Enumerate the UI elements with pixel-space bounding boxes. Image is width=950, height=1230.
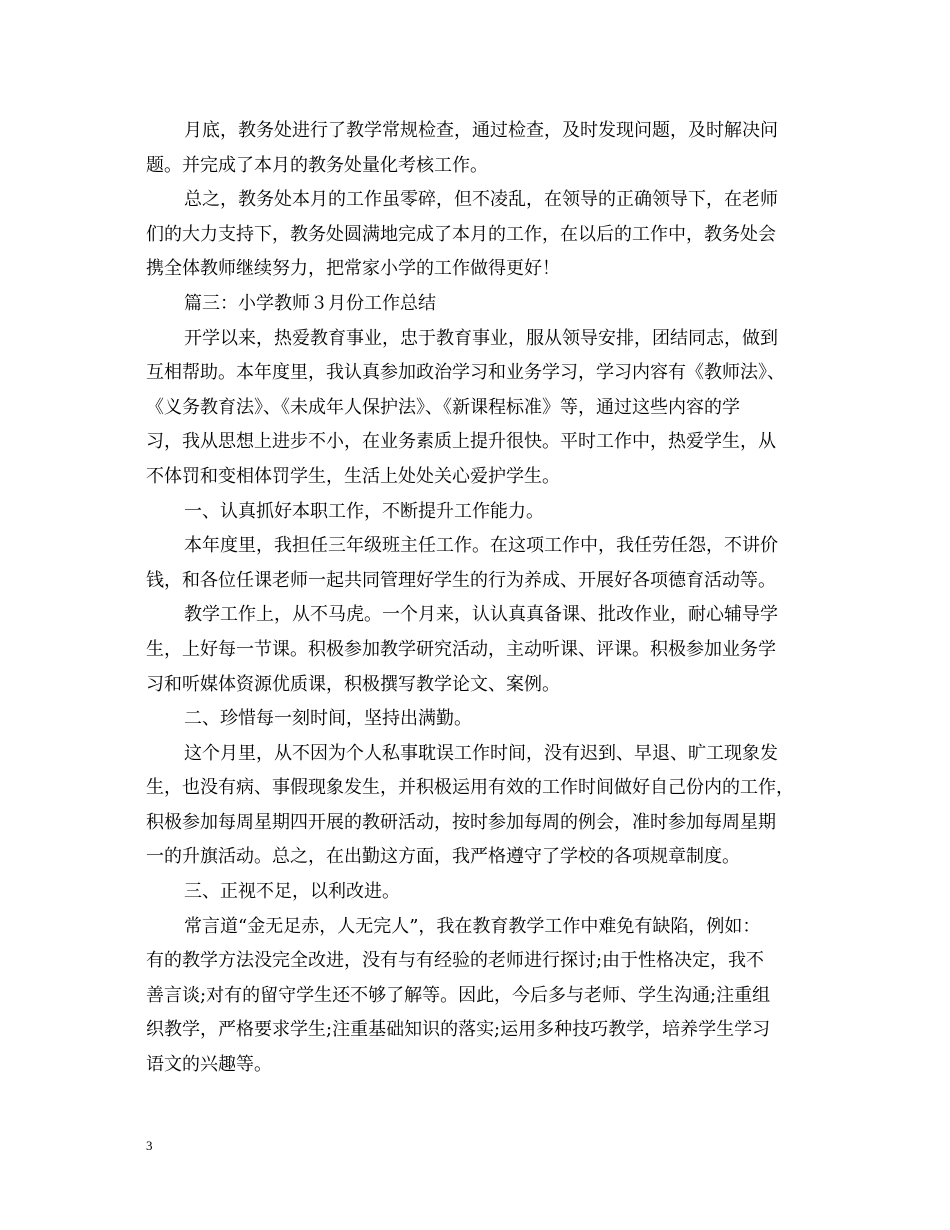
text-line: 互相帮助。本年度里，我认真参加政治学习和业务学习，学习内容有《教师法》、	[146, 362, 785, 384]
text-line: 一、认真抓好本职工作，不断提升工作能力。	[184, 500, 544, 522]
text-line: 们的大力支持下，教务处圆满地完成了本月的工作，在以后的工作中，教务处会	[146, 223, 776, 245]
text-line: 善言谈;对有的留守学生还不够了解等。因此，今后多与老师、学生沟通;注重组	[146, 984, 771, 1006]
text-line: 语文的兴趣等。	[146, 1054, 272, 1076]
text-line: 生，也没有病、事假现象发生，并积极运用有效的工作时间做好自己份内的工作，	[146, 777, 794, 799]
text-line: 二、珍惜每一刻时间，坚持出满勤。	[184, 708, 472, 730]
text-line: 不体罚和变相体罚学生，生活上处处关心爱护学生。	[146, 465, 560, 487]
text-line: 织教学，严格要求学生;注重基础知识的落实;运用多种技巧教学，培养学生学习	[146, 1019, 771, 1041]
text-line: 携全体教师继续努力，把常家小学的工作做得更好！	[146, 258, 560, 280]
text-line: 月底，教务处进行了教学常规检查，通过检查，及时发现问题，及时解决问	[184, 120, 778, 141]
text-line: 本年度里，我担任三年级班主任工作。在这项工作中，我任劳任怨，不讲价	[184, 535, 778, 557]
text-line: 积极参加每周星期四开展的教研活动，按时参加每周的例会，准时参加每周星期	[146, 811, 776, 833]
text-line: 三、正视不足，以利改进。	[184, 881, 400, 903]
text-line: 教学工作上，从不马虎。一个月来，认认真真备课、批改作业，耐心辅导学	[184, 604, 778, 626]
page-number: 3	[146, 1138, 153, 1153]
text-line: 钱，和各位任课老师一起共同管理好学生的行为养成、开展好各项德育活动等。	[146, 569, 776, 591]
text-line: 这个月里，从不因为个人私事耽误工作时间，没有迟到、早退、旷工现象发	[184, 742, 778, 764]
text-line: 一的升旗活动。总之，在出勤这方面，我严格遵守了学校的各项规章制度。	[146, 846, 740, 868]
text-line: 篇三：小学教师３月份工作总结	[184, 292, 436, 314]
text-line: 《义务教育法》、《未成年人保护法》、《新课程标准》等，通过这些内容的学	[146, 396, 740, 418]
text-line: 总之，教务处本月的工作虽零碎，但不凌乱，在领导的正确领导下，在老师	[184, 189, 778, 211]
text-line: 题。并完成了本月的教务处量化考核工作。	[146, 154, 488, 176]
text-line: 开学以来，热爱教育事业，忠于教育事业，服从领导安排，团结同志，做到	[184, 327, 778, 349]
text-line: 有的教学方法没完全改进，没有与有经验的老师进行探讨;由于性格决定，我不	[146, 950, 765, 972]
text-line: 常言道“金无足赤，人无完人”，我在教育教学工作中难免有缺陷，例如：	[184, 915, 761, 937]
text-line: 生，上好每一节课。积极参加教学研究活动，主动听课、评课。积极参加业务学	[146, 638, 776, 660]
document-body	[146, 114, 812, 1083]
text-line: 习和听媒体资源优质课，积极撰写教学论文、案例。	[146, 673, 560, 695]
text-line: 习，我从思想上进步不小，在业务素质上提升很快。平时工作中，热爱学生，从	[146, 431, 776, 453]
